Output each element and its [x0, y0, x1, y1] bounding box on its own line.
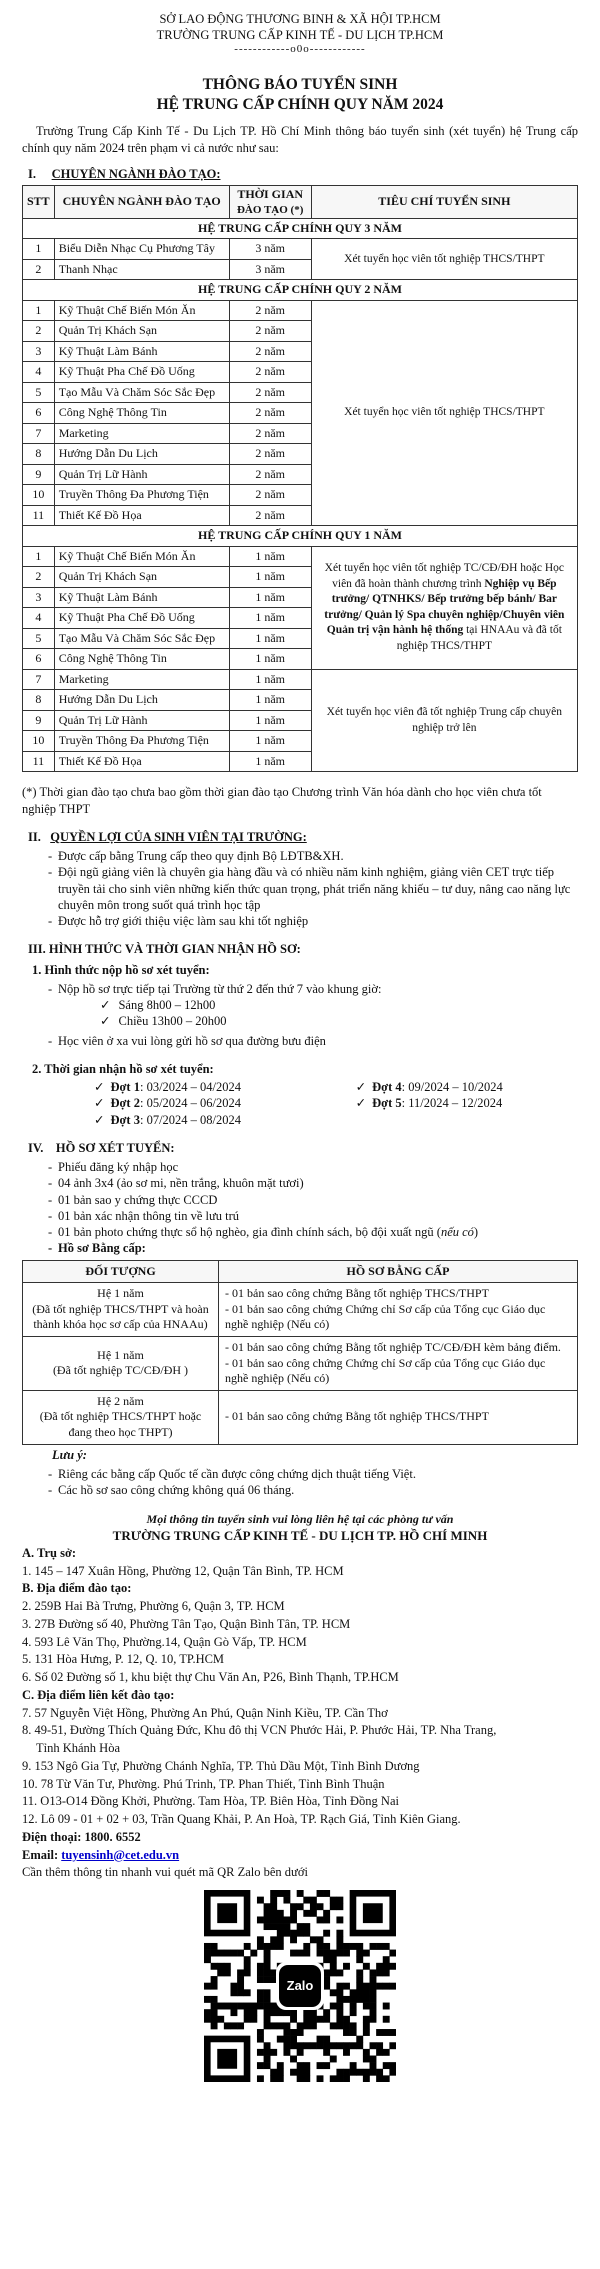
major-name: Marketing	[54, 669, 229, 690]
round-item	[94, 1079, 336, 1095]
major-stt: 8	[23, 444, 55, 465]
col-stt: STT	[23, 186, 55, 219]
address-line: 3. 27B Đường số 40, Phường Tân Tạo, Quận Bình Tân, TP. HCM	[22, 1616, 351, 1631]
major-stt: 3	[23, 341, 55, 362]
note-label: Lưu ý:	[52, 1447, 87, 1462]
major-row	[23, 239, 578, 260]
major-stt: 1	[23, 300, 55, 321]
round-item	[356, 1095, 578, 1111]
title-line-1: THÔNG BÁO TUYỂN SINH	[202, 76, 398, 93]
partner-label: C. Địa điểm liên kết đào tạo:	[22, 1687, 175, 1702]
note-item: - Riêng các bằng cấp Quốc tế cần được công chứng dịch thuật tiếng Việt.	[48, 1466, 578, 1482]
round-label: Đợt 2	[110, 1096, 140, 1111]
major-stt: 10	[23, 485, 55, 506]
round-label: Đợt 3	[110, 1112, 140, 1127]
rounds-left-column	[94, 1079, 336, 1128]
submission-rounds	[94, 1079, 578, 1128]
major-name: Tạo Mẫu Và Chăm Sóc Sắc Đẹp	[54, 382, 229, 403]
major-stt: 5	[23, 382, 55, 403]
duration-footnote: (*) Thời gian đào tạo chưa bao gồm thời gian đào tạo Chương trình Văn hóa dành cho học viên chưa tốt nghiệp THPT	[22, 785, 542, 816]
address-line: 5. 131 Hòa Hưng, P. 12, Q. 10, TP.HCM	[22, 1652, 225, 1667]
intro-paragraph: Trường Trung Cấp Kinh Tế - Du Lịch TP. Hồ Chí Minh thông báo tuyển sinh (xét tuyển) hệ Trung cấp chính quy năm 2024 trên phạm vi cả nước như sau:	[22, 124, 578, 155]
major-stt: 1	[23, 239, 55, 260]
major-name: Kỹ Thuật Pha Chế Đồ Uống	[54, 362, 229, 383]
major-name: Tạo Mẫu Và Chăm Sóc Sắc Đẹp	[54, 628, 229, 649]
section-2-heading	[28, 829, 578, 845]
address-line: 9. 153 Ngô Gia Tự, Phường Chánh Nghĩa, TP. Thủ Dầu Một, Tỉnh Bình Dương	[22, 1758, 420, 1773]
major-duration: 1 năm	[229, 649, 311, 670]
major-duration: 2 năm	[229, 300, 311, 321]
col-duration-l1: THỜI GIAN	[237, 187, 304, 202]
zalo-logo-icon	[276, 1962, 324, 2010]
major-name: Quản Trị Khách Sạn	[54, 321, 229, 342]
criteria-text: tại HNAAu và đã tốt nghiệp THCS/THPT	[396, 624, 562, 652]
submission-method-list	[48, 981, 578, 997]
round-range: : 05/2024 – 06/2024	[139, 1096, 242, 1111]
required-doc-item: - Hồ sơ Bằng cấp:	[48, 1240, 578, 1256]
address-block	[22, 1545, 578, 1882]
group-header-row	[23, 218, 578, 239]
major-name: Thiết Kế Đồ Họa	[54, 505, 229, 526]
major-duration: 1 năm	[229, 587, 311, 608]
major-stt: 9	[23, 464, 55, 485]
benefits-list	[48, 848, 578, 929]
diploma-docs-body	[23, 1283, 578, 1444]
object-condition: (Đã tốt nghiệp THCS/THPT và hoàn thành khóa học sơ cấp của HNAAu)	[32, 1301, 209, 1332]
major-stt: 7	[23, 423, 55, 444]
round-item	[94, 1112, 336, 1128]
round-range: : 11/2024 – 12/2024	[401, 1096, 503, 1111]
criteria-cell	[311, 546, 577, 669]
major-stt: 5	[23, 628, 55, 649]
section-3-heading: III. HÌNH THỨC VÀ THỜI GIAN NHẬN HỒ SƠ:	[28, 942, 301, 957]
major-stt: 10	[23, 731, 55, 752]
criteria-cell: Xét tuyển học viên tốt nghiệp THCS/THPT	[311, 300, 577, 526]
major-stt: 4	[23, 362, 55, 383]
required-docs-list	[48, 1159, 578, 1257]
major-stt: 2	[23, 259, 55, 280]
major-name: Công Nghệ Thông Tin	[54, 649, 229, 670]
major-name: Kỹ Thuật Làm Bánh	[54, 587, 229, 608]
col-duration-l2: ĐÀO TẠO (*)	[236, 203, 304, 216]
col-object: ĐỐI TƯỢNG	[23, 1260, 219, 1283]
required-doc-item: - 04 ảnh 3x4 (ảo sơ mi, nền trắng, khuôn mặt tươi)	[48, 1175, 578, 1191]
major-stt: 4	[23, 608, 55, 629]
address-line: 6. Số 02 Đường số 1, khu biệt thự Chu Văn An, P26, Bình Thạnh, TP.HCM	[22, 1670, 399, 1685]
major-name: Kỹ Thuật Chế Biến Món Ăn	[54, 546, 229, 567]
round-label: Đợt 1	[110, 1080, 140, 1095]
doc-requirement: - 01 bản sao công chứng Bằng tốt nghiệp THCS/THPT	[225, 1286, 489, 1301]
major-name: Marketing	[54, 423, 229, 444]
major-stt: 6	[23, 403, 55, 424]
phone-number: Điện thoại: 1800. 6552	[22, 1829, 141, 1844]
required-doc-item: - 01 bản xác nhận thông tin về lưu trú	[48, 1208, 578, 1224]
group-title: HỆ TRUNG CẤP CHÍNH QUY 3 NĂM	[23, 218, 578, 239]
major-duration: 1 năm	[229, 710, 311, 731]
major-duration: 1 năm	[229, 669, 311, 690]
diploma-row	[23, 1337, 578, 1391]
major-name: Biểu Diễn Nhạc Cụ Phương Tây	[54, 239, 229, 260]
required-doc-item: - Phiếu đăng ký nhập học	[48, 1159, 578, 1175]
major-duration: 2 năm	[229, 505, 311, 526]
major-name: Hướng Dẫn Du Lịch	[54, 690, 229, 711]
major-name: Truyền Thông Đa Phương Tiện	[54, 731, 229, 752]
doc-requirement: - 01 bản sao công chứng Bằng tốt nghiệp TC/CĐ/ĐH kèm bảng điểm.	[225, 1340, 561, 1355]
major-row	[23, 300, 578, 321]
ministry-name: SỞ LAO ĐỘNG THƯƠNG BINH & XÃ HỘI TP.HCM	[159, 12, 441, 26]
object-program: Hệ 1 năm	[97, 1286, 144, 1301]
major-duration: 1 năm	[229, 608, 311, 629]
contact-school-name: TRƯỜNG TRUNG CẤP KINH TẾ - DU LỊCH TP. HỒ CHÍ MINH	[112, 1527, 488, 1543]
section-4-title: HỒ SƠ XÉT TUYỂN:	[55, 1140, 175, 1155]
criteria-cell: Xét tuyển học viên tốt nghiệp THCS/THPT	[311, 239, 577, 280]
major-duration: 1 năm	[229, 751, 311, 772]
group-title: HỆ TRUNG CẤP CHÍNH QUY 2 NĂM	[23, 280, 578, 301]
major-duration: 1 năm	[229, 731, 311, 752]
object-cell	[23, 1390, 219, 1444]
major-duration: 2 năm	[229, 444, 311, 465]
major-name: Thanh Nhạc	[54, 259, 229, 280]
major-duration: 2 năm	[229, 362, 311, 383]
notes-list	[48, 1466, 578, 1499]
major-name: Kỹ Thuật Chế Biến Món Ăn	[54, 300, 229, 321]
benefit-item: - Được cấp bằng Trung cấp theo quy định Bộ LĐTB&XH.	[48, 848, 578, 864]
office-hours-afternoon: ✓ Chiều 13h00 – 20h00	[100, 1013, 578, 1029]
address-line: 10. 78 Từ Văn Tư, Phường. Phú Trinh, TP. Phan Thiết, Tỉnh Bình Thuận	[22, 1776, 385, 1791]
round-label: Đợt 4	[372, 1080, 402, 1095]
diploma-docs-table	[22, 1260, 578, 1445]
object-program: Hệ 2 năm	[97, 1393, 144, 1408]
email-label: Email:	[22, 1847, 62, 1862]
submission-period-heading: 2. Thời gian nhận hồ sơ xét tuyển:	[32, 1061, 214, 1076]
section-1-number: I.	[28, 166, 36, 181]
group-header-row	[23, 526, 578, 547]
major-name: Thiết Kế Đồ Họa	[54, 751, 229, 772]
major-name: Truyền Thông Đa Phương Tiện	[54, 485, 229, 506]
major-stt: 1	[23, 546, 55, 567]
round-range: : 09/2024 – 10/2024	[401, 1080, 503, 1095]
criteria-programs: Nghiệp vụ Bếp trưởng/ QTNHKS/ Bếp trưởng bếp bánh/ Bar trưởng/ Quản lý Spa chuyên nghiệp/Chuyên viên Quản trị vận hành hệ thống	[324, 577, 565, 637]
submission-mail-list	[48, 1033, 578, 1049]
criteria-cell: Xét tuyển học viên đã tốt nghiệp Trung cấp chuyên nghiệp trở lên	[311, 669, 577, 772]
col-docs: HỒ SƠ BẰNG CẤP	[219, 1260, 578, 1283]
benefit-item: - Đội ngũ giảng viên là chuyên gia hàng đầu và có nhiều năm kinh nghiệm, giảng viên CET trực tiếp truyền tải cho sinh viên những kiến thức quan trọng, phát triển năng khiếu – tư duy, nâng cao năng lực chuyên môn trong suốt quá trình học tập	[48, 864, 578, 913]
major-duration: 2 năm	[229, 341, 311, 362]
major-stt: 11	[23, 505, 55, 526]
address-line: Tỉnh Khánh Hòa	[36, 1741, 121, 1756]
required-doc-item	[48, 1224, 578, 1240]
diploma-row	[23, 1390, 578, 1444]
doc-requirement: - 01 bản sao công chứng Bằng tốt nghiệp THCS/THPT	[225, 1409, 489, 1424]
submission-method-heading: 1. Hình thức nộp hồ sơ xét tuyển:	[32, 962, 210, 977]
major-stt: 6	[23, 649, 55, 670]
email-line	[22, 1847, 578, 1865]
submission-in-person: - Nộp hồ sơ trực tiếp tại Trường từ thứ 2 đến thứ 7 vào khung giờ:	[48, 981, 578, 997]
majors-table-body	[23, 218, 578, 772]
round-item	[356, 1079, 578, 1095]
major-row	[23, 669, 578, 690]
note-item: - Các hồ sơ sao công chứng không quá 06 tháng.	[48, 1482, 578, 1498]
email-link[interactable]: tuyensinh@cet.edu.vn	[61, 1847, 180, 1862]
major-name: Quản Trị Khách Sạn	[54, 567, 229, 588]
section-2-title: QUYỀN LỢI CỦA SINH VIÊN TẠI TRƯỜNG:	[50, 829, 307, 844]
major-duration: 1 năm	[229, 546, 311, 567]
qr-instruction: Cần thêm thông tin nhanh vui quét mã QR Zalo bên dưới	[22, 1865, 308, 1880]
major-name: Công Nghệ Thông Tin	[54, 403, 229, 424]
object-condition: (Đã tốt nghiệp TC/CĐ/ĐH )	[52, 1363, 189, 1378]
school-name: TRƯỜNG TRUNG CẤP KINH TẾ - DU LỊCH TP.HCM	[156, 27, 444, 42]
object-program: Hệ 1 năm	[97, 1347, 144, 1362]
col-criteria: TIÊU CHÍ TUYỂN SINH	[311, 186, 577, 219]
major-duration: 1 năm	[229, 567, 311, 588]
major-stt: 2	[23, 567, 55, 588]
major-duration: 2 năm	[229, 321, 311, 342]
criteria-text: Xét tuyển học viên tốt nghiệp TC/CĐ/ĐH hoặc Học viên đã hoàn thành chương trình	[324, 562, 564, 590]
group-title: HỆ TRUNG CẤP CHÍNH QUY 1 NĂM	[23, 526, 578, 547]
benefit-item: - Được hỗ trợ giới thiệu việc làm sau khi tốt nghiệp	[48, 913, 578, 929]
address-line: 11. O13-O14 Đồng Khởi, Phường. Tam Hòa, TP. Biên Hòa, Tỉnh Đồng Nai	[22, 1794, 399, 1809]
office-hours-list	[100, 997, 578, 1030]
doc-item-5-optional: nếu có	[440, 1225, 474, 1240]
address-line: 8. 49-51, Đường Thích Quảng Đức, Khu đô thị VCN Phước Hải, P. Phước Hải, TP. Nha Trang,	[22, 1723, 497, 1738]
object-cell	[23, 1337, 219, 1391]
major-name: Kỹ Thuật Làm Bánh	[54, 341, 229, 362]
major-duration: 2 năm	[229, 382, 311, 403]
major-duration: 3 năm	[229, 259, 311, 280]
round-item	[94, 1095, 336, 1111]
header-separator: ------------o0o------------	[234, 43, 366, 56]
diploma-row	[23, 1283, 578, 1337]
doc-requirement: - 01 bản sao công chứng Chứng chỉ Sơ cấp của Tổng cục Giáo dục nghề nghiệp (Nếu có)	[225, 1355, 546, 1386]
major-duration: 2 năm	[229, 485, 311, 506]
major-name: Quản Trị Lữ Hành	[54, 710, 229, 731]
required-doc-item: - 01 bản sao y chứng thực CCCD	[48, 1192, 578, 1208]
round-label: Đợt 5	[372, 1096, 402, 1111]
docs-cell	[219, 1283, 578, 1337]
section-1-heading	[28, 166, 578, 182]
major-stt: 3	[23, 587, 55, 608]
round-range: : 07/2024 – 08/2024	[139, 1112, 242, 1127]
round-range: : 03/2024 – 04/2024	[139, 1080, 242, 1095]
zalo-qr-code[interactable]	[204, 1890, 396, 2082]
hq-label: A. Trụ sở:	[22, 1545, 77, 1560]
title-line-2: HỆ TRUNG CẤP CHÍNH QUY NĂM 2024	[156, 96, 444, 114]
col-duration	[229, 186, 311, 219]
address-line: 7. 57 Nguyễn Việt Hồng, Phường An Phú, Quận Ninh Kiều, TP. Cần Thơ	[22, 1705, 388, 1720]
major-stt: 11	[23, 751, 55, 772]
major-duration: 1 năm	[229, 690, 311, 711]
major-duration: 2 năm	[229, 464, 311, 485]
section-1-title: CHUYÊN NGÀNH ĐÀO TẠO:	[51, 166, 221, 181]
object-cell	[23, 1283, 219, 1337]
group-header-row	[23, 280, 578, 301]
doc-item-5-close: )	[473, 1225, 479, 1240]
docs-cell	[219, 1390, 578, 1444]
submission-by-mail: - Học viên ở xa vui lòng gửi hồ sơ qua đường bưu điện	[48, 1033, 578, 1049]
major-duration: 3 năm	[229, 239, 311, 260]
address-line: 2. 259B Hai Bà Trưng, Phường 6, Quận 3, TP. HCM	[22, 1599, 285, 1614]
office-hours-morning: ✓ Sáng 8h00 – 12h00	[100, 997, 578, 1013]
major-stt: 8	[23, 690, 55, 711]
major-duration: 2 năm	[229, 423, 311, 444]
col-major: CHUYÊN NGÀNH ĐÀO TẠO	[54, 186, 229, 219]
training-label: B. Địa điểm đào tạo:	[22, 1581, 132, 1596]
contact-heading: Mọi thông tin tuyển sinh vui lòng liên hệ tại các phòng tư vấn	[146, 1512, 454, 1527]
address-line: 12. Lô 09 - 01 + 02 + 03, Trần Quang Khải, P. An Hoà, TP. Rạch Giá, Tỉnh Kiên Giang.	[22, 1812, 461, 1827]
major-row	[23, 546, 578, 567]
major-name: Hướng Dẫn Du Lịch	[54, 444, 229, 465]
zalo-logo-text: Zalo	[286, 1977, 314, 1993]
major-duration: 2 năm	[229, 403, 311, 424]
doc-item-5-text: 01 bản photo chứng thực sổ hộ nghèo, gia đình chính sách, bộ đội xuất ngũ (	[58, 1225, 441, 1240]
section-4-number: IV.	[28, 1140, 44, 1155]
major-stt: 2	[23, 321, 55, 342]
page-title	[22, 75, 578, 115]
address-line: 4. 593 Lê Văn Thọ, Phường.14, Quận Gò Vấp, TP. HCM	[22, 1634, 307, 1649]
address-line: 1. 145 – 147 Xuân Hồng, Phường 12, Quận Tân Bình, TP. HCM	[22, 1563, 344, 1578]
major-stt: 9	[23, 710, 55, 731]
major-stt: 7	[23, 669, 55, 690]
object-condition: (Đã tốt nghiệp THCS/THPT hoặc đang theo học THPT)	[39, 1409, 202, 1440]
section-2-number: II.	[28, 829, 41, 844]
rounds-right-column	[336, 1079, 578, 1128]
section-4-heading	[28, 1140, 578, 1156]
major-name: Quản Trị Lữ Hành	[54, 464, 229, 485]
docs-cell	[219, 1337, 578, 1391]
majors-table	[22, 185, 578, 772]
doc-requirement: - 01 bản sao công chứng Chứng chỉ Sơ cấp của Tổng cục Giáo dục nghề nghiệp (Nếu có)	[225, 1301, 546, 1332]
document-header	[22, 12, 578, 57]
major-name: Kỹ Thuật Pha Chế Đồ Uống	[54, 608, 229, 629]
major-duration: 1 năm	[229, 628, 311, 649]
